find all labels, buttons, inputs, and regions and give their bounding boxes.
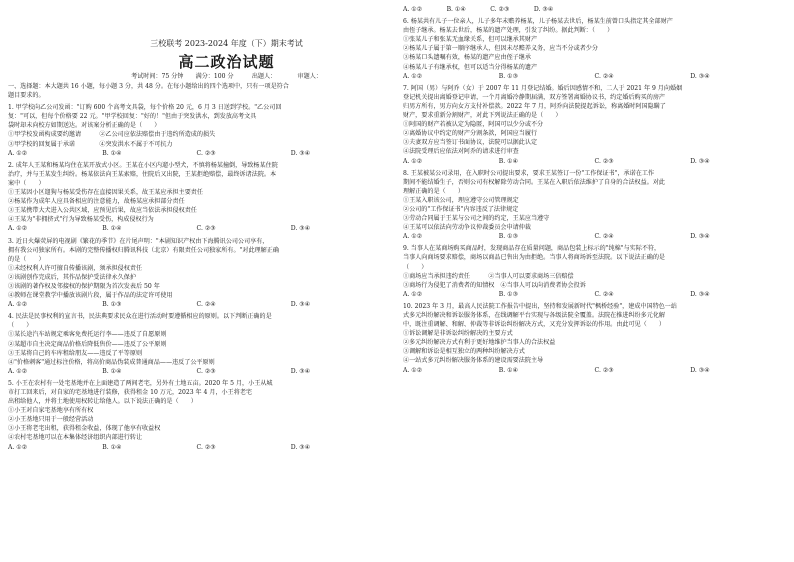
question-line: ②离婚协议中约定的财产分割条款，阿国应当履行 (403, 130, 538, 138)
question-line: 中，既注重调解、和解、仲裁等非诉讼纠纷解决方式，又充分发挥诉讼的作用。由此可见（ ） (403, 321, 666, 329)
left-column (8, 2, 385, 452)
question-line: ②公司的"工作保证书"内容违反了法律规定 (403, 205, 519, 213)
exam-meta: 考试时间：75 分钟 满分：100 分 出题人： 审题人： (131, 73, 322, 80)
question-block (8, 237, 385, 310)
answer-option[interactable]: B. ①④ (102, 443, 122, 451)
question-line: 7. 阿国（男）与阿乔（女）于 2007 年 11 月登记结婚。婚后因感情不和，二人于 2021 年 9 月向婚姻 (403, 84, 683, 92)
question-line: 5. 小王在农村有一处宅基地并在上面建造了两间老宅，另外有土地五亩。2020 年 5 月，小王从城 (8, 379, 273, 387)
question-line: ③小王将老宅出租，获得租金收益，体现了他享有收益权 (8, 425, 161, 433)
question-line: 1. 甲学校向乙公司发函："订购 600 个高考文具袋，每个价格 20 元，6 月 3 日送到学校。"乙公司回 (8, 104, 282, 112)
answer-option[interactable]: C. ②③ (594, 157, 614, 165)
answer-option[interactable]: D. ③④ (690, 233, 710, 241)
question-line: ②该剧创作完成后，其作品保护受法律永久保护 (8, 273, 136, 281)
answer-option[interactable]: C. ②③ (196, 443, 216, 451)
answer-option[interactable]: C. ②④ (594, 72, 614, 80)
answer-option[interactable]: C. ②④ (594, 290, 614, 298)
question-line: 袋时却未向校方如期送达。对该案分析正确的是（ ） (8, 122, 161, 130)
question-line: ①某长途汽车站规定乘客免费托运行李——违反了自愿原则 (8, 331, 167, 339)
answer-option[interactable]: C. ②③ (196, 225, 216, 233)
answer-option[interactable]: D. ③④ (690, 366, 710, 374)
question-block (8, 379, 385, 452)
question-block (403, 5, 786, 14)
exam-title: 高二政治试题 (178, 53, 275, 71)
question-block (403, 169, 786, 242)
answer-option[interactable]: D. ③④ (690, 290, 710, 298)
question-line: 财产，要求重新分割财产，对此下列说法正确的是（ ） (403, 112, 562, 120)
answer-options (8, 224, 385, 233)
question-line: ②多元纠纷解决方式有利于更好地维护当事人的合法权益 (403, 339, 556, 347)
question-line: ②杨某作为成年人应具备相应的注意能力，故杨某应承担部分责任 (8, 198, 185, 206)
question-line: 登记机关提出离婚登记申请，一个月离婚冷静期届满，双方签署离婚协议书，约定婚后购买的房产 (403, 93, 666, 101)
question-line: ④农村宅基地可以在本集体经济组织内部进行转让 (8, 434, 143, 442)
instruction-line: 一、选择题：本大题共 16 小题，每小题 3 分，共 48 分。在每小题给出的四个选项中，只有一项是符合 (8, 83, 289, 90)
answer-option[interactable]: B. ①③ (498, 233, 519, 241)
answer-option[interactable]: A. ①② (8, 301, 28, 309)
question-line: A. ①② B. ①④ C. ②③ D. ③④ (403, 6, 554, 13)
question-line: 9. 当事人在某商场购买商品时，发现商品存在质量问题，商品包装上标示的"纯棉"与实际不符， (403, 245, 661, 253)
question-block (403, 302, 786, 375)
question-line: ①王某因小区遛狗与杨某受伤存在直接因果关系，故王某应承担主要责任 (8, 189, 203, 197)
answer-option[interactable]: A. ①② (8, 443, 28, 451)
answer-option[interactable]: D. ③④ (690, 72, 710, 80)
answer-option[interactable]: B. ①④ (102, 367, 122, 375)
question-line: 4. 民法是民事权利的宣言书，民法典要求民众在进行活动时要遵循相应的原则。以下判断正确的是 (8, 313, 272, 321)
question-line: ③杨某口头遗嘱有效，杨某的遗产应由侄子继承 (403, 54, 531, 62)
answer-option[interactable]: A. ①② (403, 157, 423, 165)
answer-options (403, 72, 786, 81)
answer-options (403, 232, 786, 241)
question-line: ③夫妻双方应当签订书面协议，法院可以据此认定 (403, 139, 538, 147)
question-line: 拥有我公司独家所有。本剧的完整传播权归腾讯科技（北京）有限责任公司独家所有。"对此理解正确 (8, 246, 279, 254)
exam-subtitle: 三校联考 2023-2024 年度（下）期末考试 (150, 39, 303, 48)
question-line: ④教师在课堂教学中播放该剧片段，属于作品的法定许可使用 (8, 292, 173, 300)
answer-options (8, 443, 385, 452)
question-line: 的是（ ） (8, 255, 45, 263)
question-line: ②杨某儿子属于第一顺序继承人，但因未尽赡养义务，应当不分或者少分 (403, 45, 598, 53)
question-line: ③王某携带大犬进入公共区域，应预见后果，故应当依法承担侵权责任 (8, 207, 197, 215)
answer-option[interactable]: C. ②③ (196, 149, 216, 157)
answer-option[interactable]: B. ①③ (498, 72, 519, 80)
question-line: 归男方所有，男方向女方支付补偿款。2022 年 7 月，阿乔向法院提起诉讼，称离婚时阿国隐瞒了 (403, 102, 666, 110)
question-line: 2. 成年人王某和杨某均住在某开放式小区。王某在小区内遛小型犬，不慎将杨某撞倒，导致杨某住院 (8, 161, 278, 169)
answer-option[interactable]: D. ③④ (290, 443, 311, 451)
answer-option[interactable]: C. ②④ (594, 233, 614, 241)
question-line: ②某超市自主决定商品价格后降低售价——违反了公平原则 (8, 340, 167, 348)
question-line: ①张某儿子和张某无血缘关系，但可以继承其财产 (403, 36, 538, 44)
answer-option[interactable]: A. ①② (403, 290, 423, 298)
question-line: ④王某为"非拥挤式"行为导致杨某受伤，构成侵权行为 (8, 216, 154, 224)
question-line: 6. 杨某共有儿子一位亲人，儿子多年未赡养杨某，儿子杨某去世后，杨某生前曾口头指定其全部财产 (403, 18, 673, 26)
section-instructions (8, 82, 385, 100)
question-line: 案中（ ） (8, 179, 45, 187)
question-line: ④"价格刺客"通过标注价格，将高价商品伪装成普通商品——违反了公平原则 (8, 358, 215, 366)
question-block (403, 17, 786, 81)
question-line: （ ） (8, 322, 33, 330)
question-line: 3. 近日火爆荧屏的电视剧《繁花的季节》在片尾声明："本剧知识产权由下海腾讯公司公司享有， (8, 237, 269, 245)
question-block (8, 103, 385, 158)
left-question-list (8, 103, 385, 451)
question-line: ③商场行为侵犯了消费者的知情权 ④当事人可以向消费者协会投诉 (403, 281, 586, 289)
answer-option[interactable]: A. ①② (403, 366, 423, 374)
question-line: 出租给他人，并将土地使用权转让给他人。以下说法正确的是（ ） (8, 398, 197, 406)
answer-option[interactable]: D. ③④ (690, 157, 710, 165)
question-line: ①未经权利人许可擅自传播该剧，须承担侵权责任 (8, 264, 143, 272)
question-line: ④王某可以依法向劳动争议仲裁委员会申请仲裁 (403, 224, 531, 232)
question-line: 由侄子继承。杨某去世后，杨某的遗产处理，引发了纠纷。据此判断：（ ） (403, 27, 614, 35)
question-line: ①诉讼调解是非诉讼纠纷解决的主要方式 (403, 330, 513, 338)
question-line: （ ） (403, 263, 428, 271)
question-line: ④法院受理后应依法对阿乔的请求进行审查 (403, 148, 519, 156)
question-line: 市打工回来后，对自家的宅基地进行装修，获得租金 10 万元，2023 年 4 月，小王将老宅 (8, 389, 253, 396)
answer-option[interactable]: C. ②③ (196, 367, 216, 375)
question-line: 复："可以，但每个价格要 22 元。"甲学校回复："好的！"但由于突发洪水，到发放高考文具 (8, 113, 257, 121)
answer-options (403, 157, 786, 166)
question-line: ①王某入职该公司，理应遵守公司管理规定 (403, 196, 519, 204)
answer-option[interactable]: C. ②④ (196, 301, 216, 309)
question-line: 8. 王某被某公司录用，在入职时公司提出要求，要求王某签订一份"工作保证书"，承诺在工作 (403, 169, 655, 177)
question-line: 10. 2023 年 3 月，最高人民法院工作报告中提出，坚持和发展新时代"枫桥经验"，建成中国特色一站 (403, 302, 677, 310)
answer-option[interactable]: B. ①④ (498, 157, 519, 165)
question-line: ①小王对自家宅基地享有所有权 (8, 407, 94, 415)
question-block (8, 161, 385, 234)
instruction-line: 题目要求的。 (8, 92, 45, 100)
question-line: ②小王基地只用于一般经营活动 (8, 416, 94, 424)
right-question-list (403, 5, 786, 375)
question-block (403, 84, 786, 166)
question-line: ①商场应当承担违约责任 ②当事人可以要求商场三倍赔偿 (403, 272, 574, 280)
question-line: ③劳动合同属于王某与公司之间的约定，王某应当遵守 (403, 215, 550, 223)
right-column (403, 2, 786, 375)
question-line: ④杨某儿子有继承权，但可以适当分得杨某的遗产 (403, 63, 538, 71)
question-line: 式多元纠纷解决和诉讼服务体系，在线调解平台实现与各级法院全覆盖。法院在推进纠纷多元化解 (403, 312, 666, 319)
answer-option[interactable]: A. ①② (403, 233, 423, 241)
answer-option[interactable]: D. ③④ (290, 149, 311, 157)
answer-option[interactable]: D. ③④ (290, 367, 311, 375)
question-line: ④一站式多元纠纷解决服务体系的建设需要法院主导 (403, 357, 544, 365)
answer-option[interactable]: B. ①③ (102, 301, 122, 309)
answer-options (403, 366, 786, 375)
question-line: ①甲学校发函构成要约邀请 ②乙公司应依法赔偿由于违约所造成的损失 (8, 131, 216, 139)
answer-option[interactable]: B. ①④ (102, 225, 122, 233)
question-line: ③王某将自己的车库租给朋友——违反了平等原则 (8, 349, 143, 357)
answer-option[interactable]: A. ①② (403, 72, 423, 80)
question-line: ③调解和诉讼是相互独立的两种纠纷解决方式 (403, 348, 525, 356)
question-line: 期间不能结婚生子，否则公司有权解除劳动合同。王某在入职后依法维护了自身的合法权益。对此 (403, 178, 666, 186)
answer-option[interactable]: C. ②③ (594, 366, 614, 374)
question-block (403, 244, 786, 299)
answer-option[interactable]: A. ①② (8, 149, 28, 157)
answer-options (8, 367, 385, 376)
answer-option[interactable]: A. ①② (8, 225, 28, 233)
answer-option[interactable]: B. ①④ (102, 149, 122, 157)
answer-options (8, 149, 385, 158)
answer-option[interactable]: D. ③④ (290, 225, 311, 233)
question-line: ③甲学校的回复属于承诺 ④突发洪水不属于不可抗力 (8, 140, 173, 148)
answer-option[interactable]: B. ①③ (498, 290, 519, 298)
question-line: ①阿国的财产若被认定为隐匿，阿国可以少分或不分 (403, 121, 544, 129)
answer-options (8, 300, 385, 309)
question-block (8, 312, 385, 376)
question-line: 治疗，并与王某发生纠纷。杨某依法向王某索赔，住院后又出院，王某拒绝赔偿，最终诉诸法院。本 (8, 170, 277, 178)
question-line: ③该剧的著作权及邻接权的保护期限为首次发表后 50 年 (8, 282, 160, 290)
answer-option[interactable]: D. ③④ (290, 301, 311, 309)
answer-option[interactable]: B. ①④ (498, 366, 519, 374)
answer-options (403, 290, 786, 299)
question-line: 理解正确的是（ ） (403, 187, 464, 195)
question-line: 当事人向商场要求赔偿，商场以商品已售出为由拒绝。当事人将商场诉至法院。以下说法正确的是 (403, 254, 666, 262)
answer-option[interactable]: A. ①② (8, 367, 28, 375)
